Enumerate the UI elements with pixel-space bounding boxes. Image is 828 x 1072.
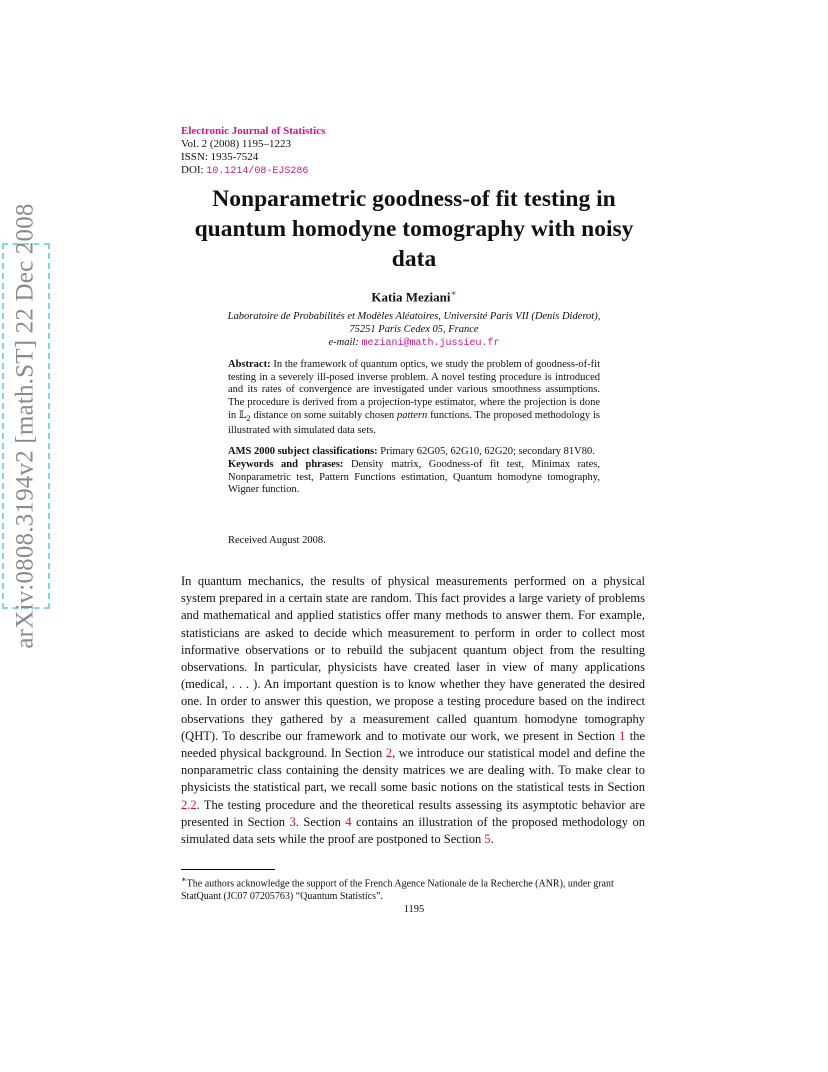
footnote-rule: [181, 869, 275, 870]
section-ref-1[interactable]: 1: [619, 728, 626, 743]
affiliation-line-1: Laboratoire de Probabilités et Modèles Aléatoires, Université Paris VII (Denis Diderot),: [227, 311, 601, 322]
arxiv-stamp: [2, 203, 50, 649]
affiliation: [170, 310, 658, 350]
body-paragraph: [181, 573, 645, 848]
page-number: 1195: [403, 904, 425, 915]
keywords-label: Keywords and phrases:: [228, 459, 344, 471]
keywords: [228, 459, 600, 497]
section-ref-3[interactable]: 3: [289, 814, 296, 829]
msc-label: AMS 2000 subject classifications:: [228, 446, 378, 458]
msc-text: Primary 62G05, 62G10, 62G20; secondary 81V80.: [380, 446, 595, 458]
author-name: Katia Meziani: [371, 289, 451, 305]
author-line: [170, 288, 658, 305]
journal-header: [181, 125, 325, 178]
section-ref-4[interactable]: 4: [345, 814, 352, 829]
abstract-emphasis: pattern: [396, 409, 428, 421]
body-text-5: . Section: [295, 814, 346, 829]
l2-subscript: 2: [246, 412, 251, 423]
body-text-3: , we introduce our statistical model and define the nonparametric class containing the density matrices we are dealing with. To make clear to physicists the statistical part, we recall some basic notions on the statistical tests in Section: [181, 746, 646, 795]
body-text-6: contains an illustration of the proposed methodology on simulated data sets while the proof are postponed to Section: [181, 814, 646, 847]
journal-doi: [181, 164, 325, 178]
keywords-text: Density matrix, Goodness-of fit test, Minimax rates, Nonparametric test, Pattern Functions estimation, Quantum homodyne tomography, Wigner function.: [228, 459, 601, 496]
email-label: e-mail:: [328, 337, 359, 348]
section-ref-2[interactable]: 2: [385, 746, 393, 761]
footnote-mark: ∗: [181, 875, 187, 884]
author-footnote-mark[interactable]: ∗: [450, 288, 457, 298]
introduction-body: [181, 573, 645, 848]
body-text-4: . The testing procedure and the theoretical results assessing its asymptotic behavior are presented in Section: [181, 797, 645, 829]
abstract-paragraph: [228, 359, 600, 437]
msc-classifications: [228, 446, 600, 459]
abstract-text-3: functions. The proposed methodology is illustrated with simulated data sets.: [228, 409, 600, 436]
affiliation-email-line: [170, 336, 658, 350]
doi-label: DOI:: [181, 164, 204, 176]
abstract-label: Abstract:: [228, 359, 271, 370]
doi-link[interactable]: 10.1214/08-EJS286: [206, 166, 309, 177]
section-ref-2-2[interactable]: 2.2: [181, 797, 197, 812]
paper-title: Nonparametric goodness-of fit testing in quantum homodyne tomography with noisy data: [194, 186, 634, 272]
footnote-text: The authors acknowledge the support of the French Agence Nationale de la Recherche (ANR), under grant StatQuant (JC07 07205763) “Quantum Statistics”.: [181, 878, 614, 903]
email-link[interactable]: meziani@math.jussieu.fr: [361, 338, 500, 349]
arxiv-identifier: arXiv:0808.3194v2 [math.ST] 22 Dec 2008: [12, 203, 40, 649]
body-text-2: the needed physical background. In Section: [181, 728, 645, 761]
affiliation-line-2: 75251 Paris Cedex 05, France: [349, 324, 479, 335]
abstract-text: In the framework of quantum optics, we study the problem of goodness-of-fit testing in a severely ill-posed inverse problem. A novel testing procedure is introduced and its rates of convergence are investigated under various smoothness assumptions. The procedure is derived from a projection-type estimator, where the projection is done in 𝕃: [228, 359, 600, 421]
body-text-7: .: [490, 832, 494, 847]
journal-name-link[interactable]: Electronic Journal of Statistics: [181, 125, 326, 137]
section-ref-5[interactable]: 5: [484, 832, 491, 847]
journal-volume: Vol. 2 (2008) 1195–1223: [181, 138, 291, 150]
journal-issn: ISSN: 1935-7524: [181, 151, 259, 163]
body-text-1: In quantum mechanics, the results of physical measurements performed on a physical system prepared in a certain state are random. This fact provides a large variety of problems and mathematical and applied statistics offer many methods to answer them. For example, statisticians are asked to decide which measurement to perform in order to collect most informative observations or to rebuild the subjacent quantum object from the resulting observations. In particular, physicists have created laser in view of many applications (medical, . . . ). An important question is to know whether they have generated the desired one. In order to answer this question, we propose a testing procedure based on the indirect observations they gathered by a measurement called quantum homodyne tomography (QHT). To describe our framework and to motivate our work, we present in Section: [181, 574, 645, 743]
abstract-text-2: distance on some suitably chosen: [250, 409, 397, 421]
abstract-block: [228, 359, 600, 497]
footnote: [181, 873, 645, 903]
received-date: Received August 2008.: [228, 535, 326, 546]
